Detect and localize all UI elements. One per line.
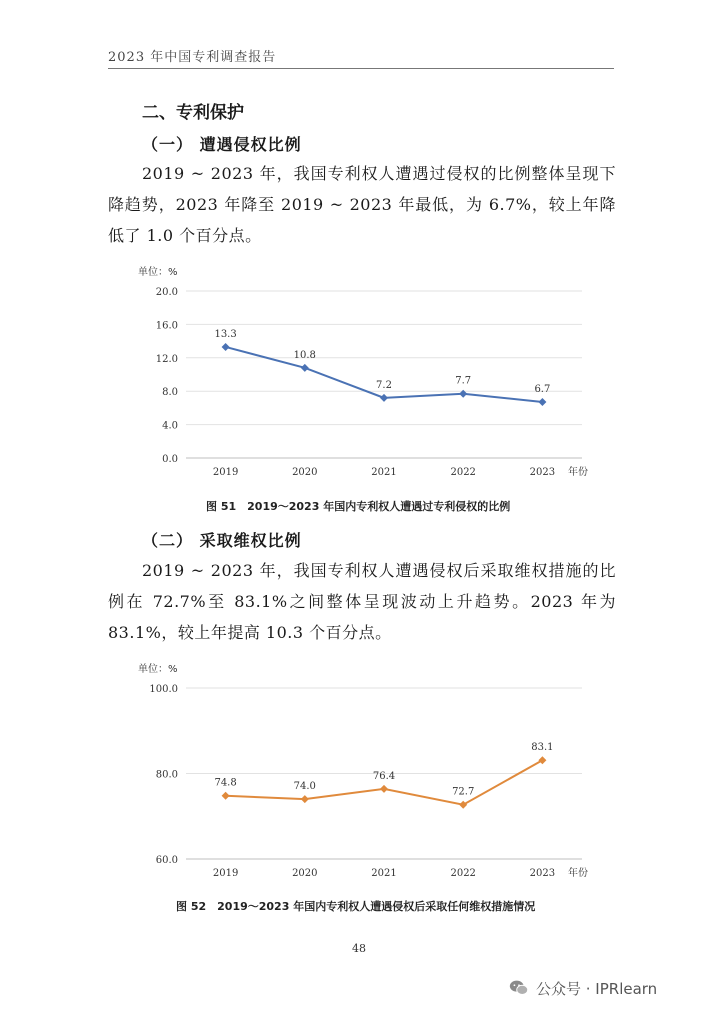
chart-1-ytick-label: 4.0 <box>162 420 178 432</box>
chart-1-caption: 图 51 2019～2023 年国内专利权人遭遇过专利侵权的比例 <box>206 500 511 513</box>
chart-1-x-axis-label: 年份 <box>568 467 588 478</box>
chart-2-data-point <box>459 801 467 809</box>
chart-1-ytick-label: 0.0 <box>162 454 178 465</box>
chart-1-ytick-label: 20.0 <box>155 287 178 298</box>
chart-1-data-label: 10.8 <box>293 349 316 361</box>
chart-1-series-line <box>226 347 543 402</box>
chart-1-data-point <box>222 343 230 351</box>
chart-2-xtick-label: 2020 <box>292 868 318 879</box>
chart-1-data-label: 7.2 <box>376 379 392 391</box>
chart-1-xtick-label: 2021 <box>371 467 397 478</box>
chart-2-data-point <box>538 756 546 764</box>
chart-2-data-point <box>380 785 388 793</box>
chart-1-data-point <box>301 364 309 372</box>
watermark <box>508 977 657 999</box>
chart-2-ytick-label: 100.0 <box>149 684 178 695</box>
chart-2-xtick-label: 2023 <box>529 868 556 879</box>
chart-2-ytick-label: 60.0 <box>155 855 178 866</box>
chart-1-data-label: 7.7 <box>455 375 472 387</box>
chart-2-series-line <box>226 760 543 804</box>
watermark-text: 公众号 · IPRlearn <box>536 979 658 998</box>
section-title: 二、专利保护 <box>142 103 244 123</box>
chart-1-data-label: 13.3 <box>214 328 237 340</box>
chart-2-x-axis-label: 年份 <box>568 868 588 879</box>
paragraph-1: 2019 ~ 2023 年，我国专利权人遭遇过侵权的比例整体呈现下降趋势，2023 年降至 2019 ~ 2023 年最低，为 6.7%，较上年降低了 1.0 个百分点。 <box>108 164 616 245</box>
chart-2-xtick-label: 2019 <box>212 868 239 879</box>
chart-1-svg <box>0 256 720 486</box>
running-header: 2023 年中国专利调查报告 <box>108 50 277 65</box>
subsection-title-1: （一） 遭遇侵权比例 <box>142 135 302 154</box>
chart-1-xtick-label: 2022 <box>450 467 476 478</box>
chart-1-ytick-label: 8.0 <box>162 387 178 399</box>
paragraph-2: 2019 ~ 2023 年，我国专利权人遭遇侵权后采取维权措施的比例在 72.7%至 83.1%之间整体呈现波动上升趋势。2023 年为 83.1%，较上年提高 10.3 个百分点。 <box>108 561 616 642</box>
chart-2-unit-label: 单位：% <box>138 664 178 675</box>
wechat-icon <box>508 977 530 999</box>
chart-2-data-point <box>301 795 309 803</box>
chart-1-ytick-label: 12.0 <box>155 353 178 365</box>
chart-2-caption: 图 52 2019～2023 年国内专利权人遭遇侵权后采取任何维权措施情况 <box>176 900 536 913</box>
chart-1-xtick-label: 2023 <box>529 467 556 478</box>
chart-2-xtick-label: 2022 <box>450 868 476 879</box>
chart-2-data-label: 72.7 <box>452 786 475 798</box>
chart-2-data-label: 83.1 <box>531 742 554 754</box>
chart-2-xtick-label: 2021 <box>371 868 397 879</box>
chart-enforcement-rate <box>0 654 720 886</box>
chart-2-data-label: 74.8 <box>214 777 237 789</box>
subsection-title-2: （二） 采取维权比例 <box>142 531 302 550</box>
chart-2-data-label: 74.0 <box>293 781 316 793</box>
chart-2-svg <box>0 654 720 886</box>
chart-1-data-point <box>380 394 388 402</box>
chart-1-data-label: 6.7 <box>534 384 551 396</box>
chart-1-ytick-label: 16.0 <box>155 320 178 332</box>
chart-1-xtick-label: 2020 <box>292 467 318 478</box>
chart-infringement-rate <box>0 256 720 486</box>
chart-1-xtick-label: 2019 <box>212 467 239 478</box>
page-number: 48 <box>352 942 366 955</box>
chart-2-data-point <box>222 792 230 800</box>
chart-1-data-point <box>538 398 546 406</box>
chart-2-ytick-label: 80.0 <box>155 769 178 781</box>
header-divider <box>108 68 614 69</box>
chart-1-unit-label: 单位：% <box>138 267 178 278</box>
chart-2-data-label: 76.4 <box>372 770 396 782</box>
